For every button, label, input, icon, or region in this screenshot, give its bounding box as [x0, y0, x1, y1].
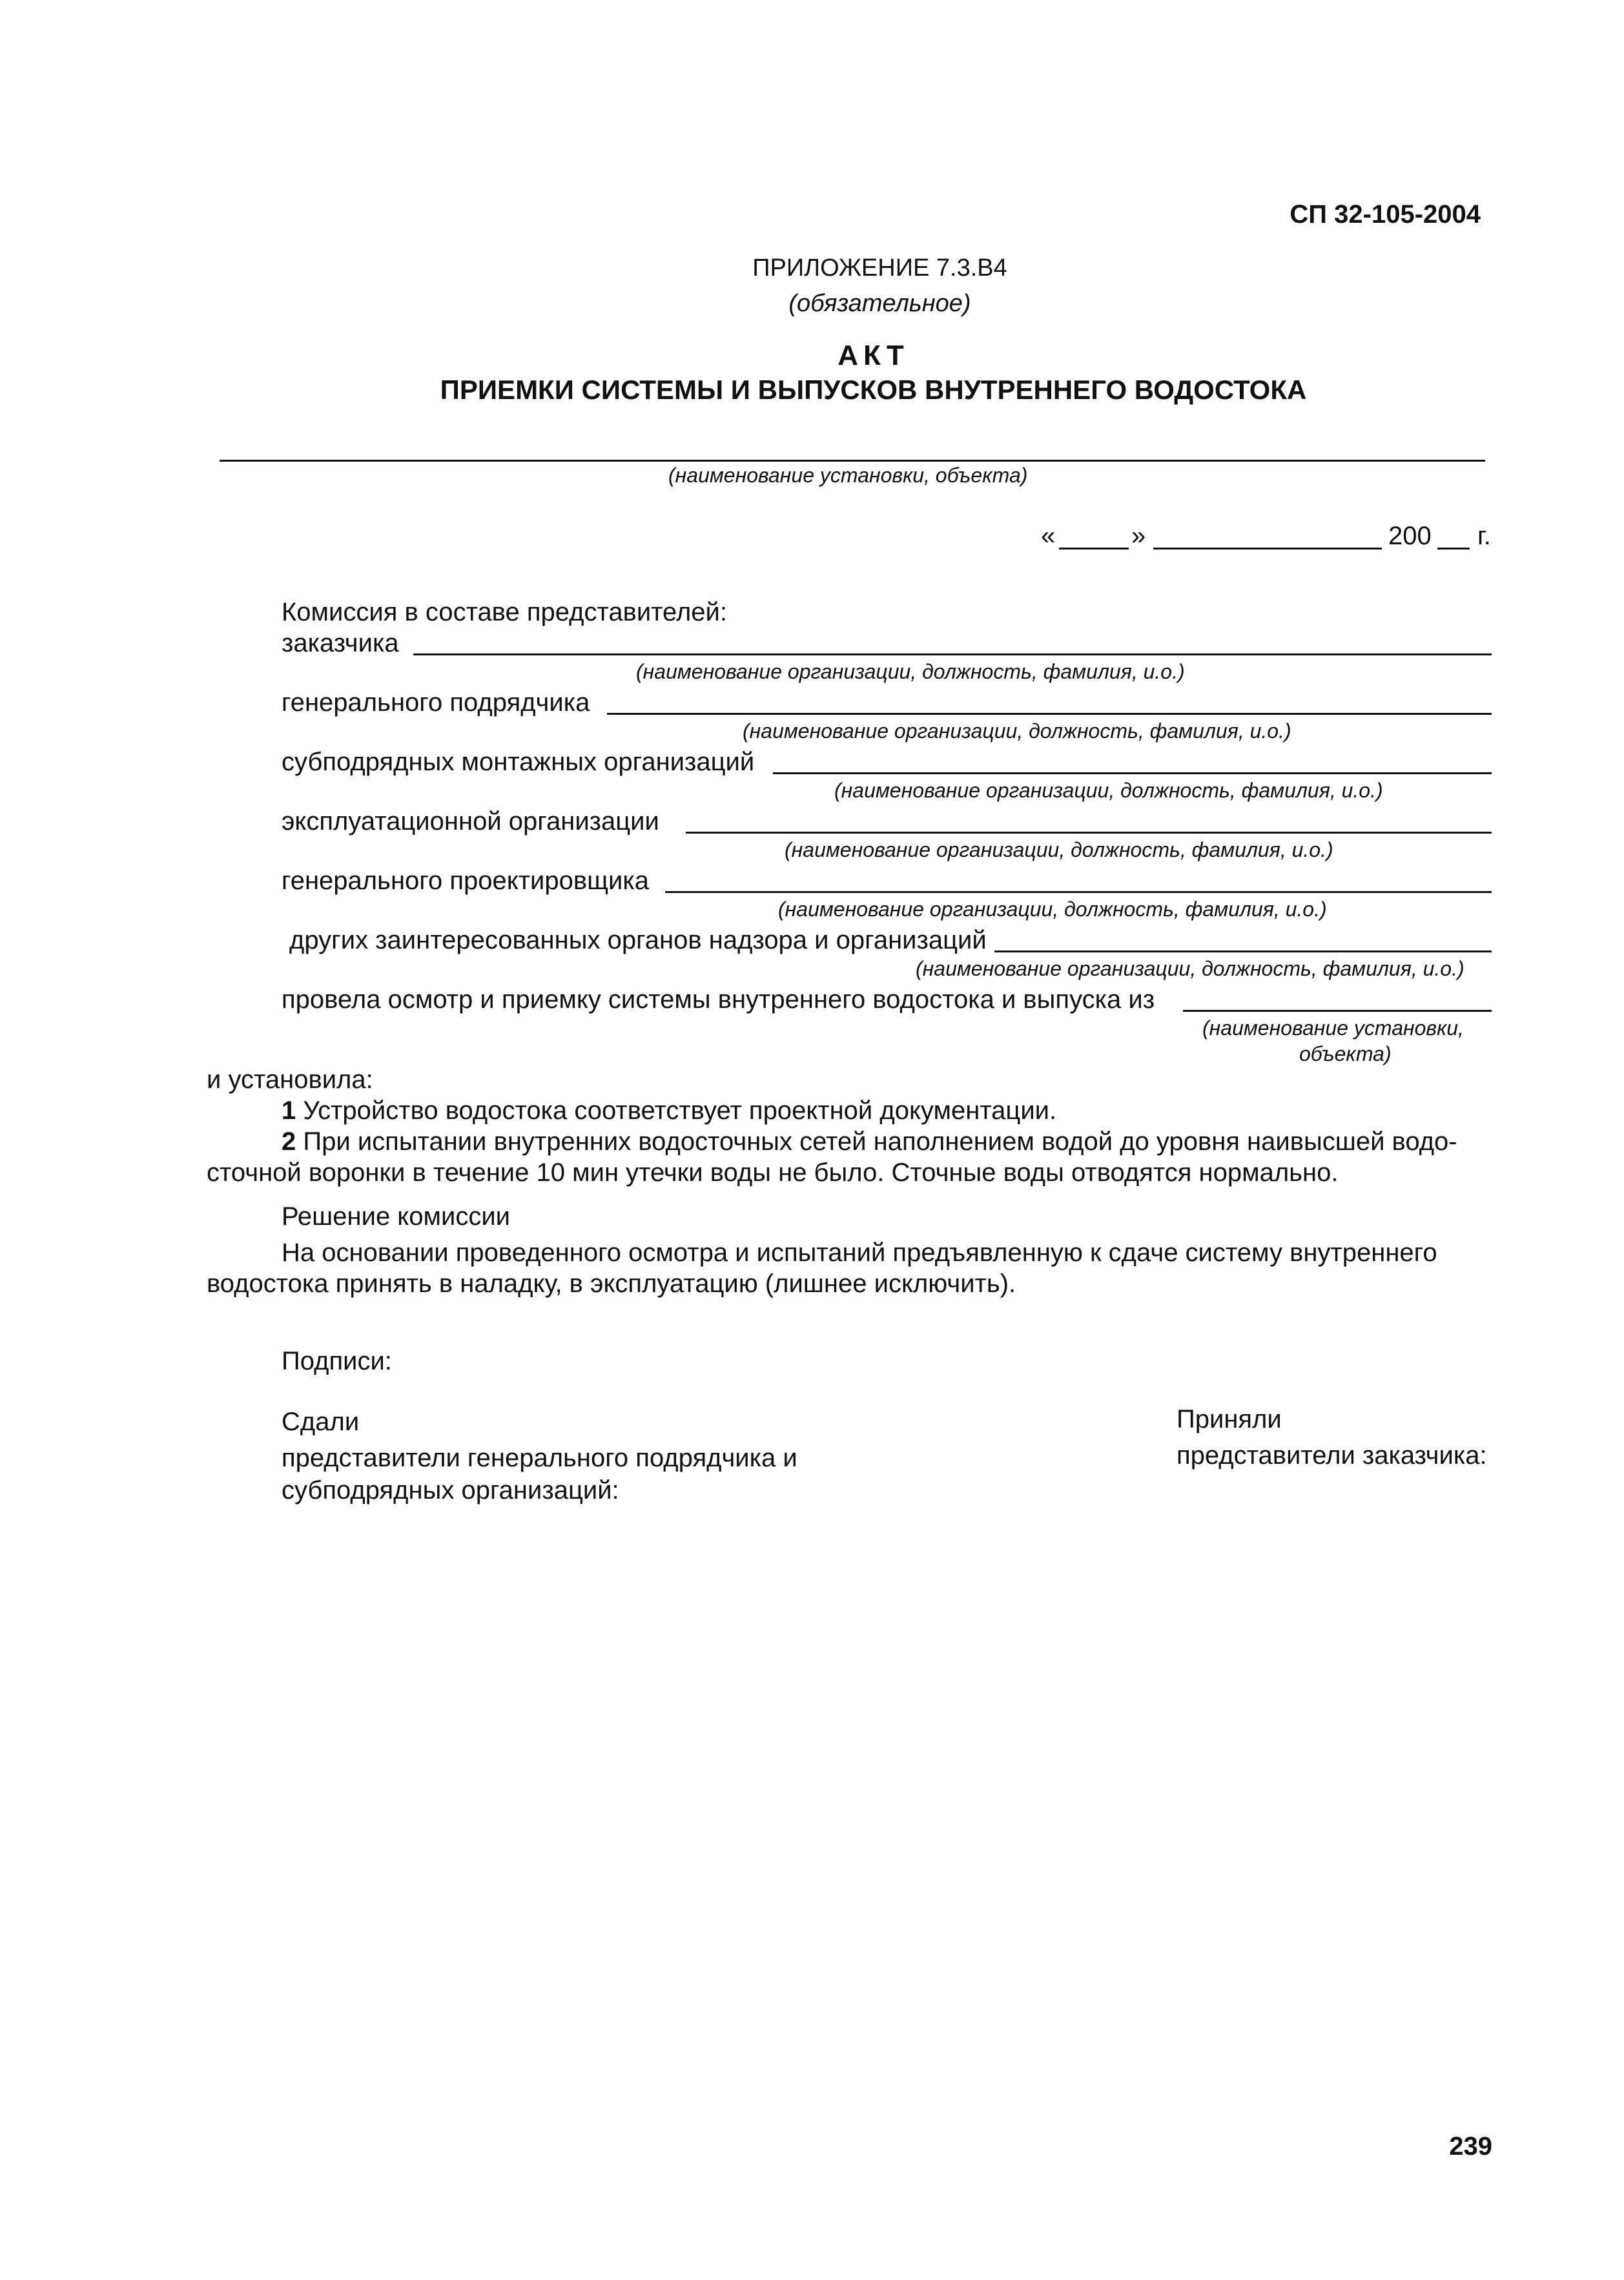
finding-item-1-number: 1: [282, 1096, 296, 1125]
member-other-bodies: других заинтересованных органов надзора и организаций: [289, 926, 987, 954]
finding-item-2: [282, 1127, 1457, 1156]
member-other-bodies-line: [994, 950, 1492, 952]
object-name-line: [220, 460, 1485, 462]
object-name-caption: (наименование установки, объекта): [668, 464, 1028, 487]
commission-intro: Комиссия в составе представителей:: [282, 598, 727, 626]
date-year-prefix: 200: [1388, 522, 1432, 550]
findings-intro: и установила:: [207, 1065, 373, 1094]
member-general-designer-line: [665, 891, 1492, 893]
document-code: СП 32-105-2004: [1290, 200, 1481, 229]
act-subject: ПРИЕМКИ СИСТЕМЫ И ВЫПУСКОВ ВНУТРЕННЕГО ВОДОСТОКА: [440, 375, 1307, 405]
finding-item-2-number: 2: [282, 1127, 296, 1156]
signatures-left-line-2: субподрядных организаций:: [282, 1476, 619, 1505]
decision-line-2: водостока принять в наладку, в эксплуатацию (лишнее исключить).: [207, 1269, 1016, 1298]
finding-item-1: [282, 1096, 1056, 1125]
signatures-right-head: Приняли: [1177, 1405, 1282, 1433]
member-other-bodies-caption: (наименование организации, должность, фамилия, и.о.): [916, 957, 1465, 980]
member-general-contractor: генерального подрядчика: [282, 688, 590, 717]
signatures-left-head: Сдали: [282, 1408, 360, 1436]
member-customer: заказчика: [282, 629, 399, 657]
member-general-designer: генерального проектировщика: [282, 867, 650, 895]
member-general-designer-caption: (наименование организации, должность, фамилия, и.о.): [778, 898, 1327, 921]
inspection-statement: провела осмотр и приемку системы внутреннего водостока и выпуска из: [282, 985, 1155, 1014]
appendix-type: (обязательное): [788, 290, 971, 317]
decision-line-1: На основании проведенного осмотра и испытаний предъявленную к сдаче систему внутреннего: [282, 1238, 1437, 1267]
member-general-contractor-caption: (наименование организации, должность, фамилия, и.о.): [743, 719, 1291, 743]
finding-item-2-line-2: сточной воронки в течение 10 мин утечки воды не было. Сточные воды отводятся нормально.: [207, 1158, 1339, 1187]
finding-item-2-line-1: При испытании внутренних водосточных сетей наполнением водой до уровня наивысшей водо-: [303, 1127, 1457, 1156]
finding-item-1-text: Устройство водостока соответствует проектной документации.: [303, 1096, 1057, 1125]
inspection-caption-2: объекта): [1299, 1042, 1392, 1065]
inspection-object-line: [1183, 1010, 1492, 1012]
date-open-quote: «: [1041, 522, 1056, 550]
member-operator: эксплуатационной организации: [282, 807, 659, 836]
act-heading: АКТ: [838, 340, 909, 371]
signatures-right-line-1: представители заказчика:: [1177, 1441, 1487, 1470]
member-operator-caption: (наименование организации, должность, фамилия, и.о.): [785, 838, 1333, 861]
date-year-suffix: г.: [1477, 522, 1491, 550]
member-general-contractor-line: [607, 713, 1492, 715]
date-day-blank: [1059, 548, 1129, 549]
member-subcontractors: субподрядных монтажных организаций: [282, 748, 755, 776]
page-number: 239: [1449, 2132, 1492, 2161]
member-operator-line: [686, 832, 1492, 834]
member-subcontractors-caption: (наименование организации, должность, фамилия, и.о.): [834, 779, 1383, 802]
date-year-blank: [1437, 548, 1470, 549]
member-customer-caption: (наименование организации, должность, фамилия, и.о.): [636, 660, 1185, 683]
signatures-left-line-1: представители генерального подрядчика и: [282, 1444, 797, 1472]
signatures-title: Подписи:: [282, 1347, 392, 1375]
date-close-quote: »: [1131, 522, 1146, 550]
date-month-blank: [1153, 548, 1382, 549]
member-subcontractors-line: [773, 772, 1492, 774]
decision-title: Решение комиссии: [282, 1202, 511, 1231]
member-customer-line: [413, 653, 1492, 655]
inspection-caption-1: (наименование установки,: [1202, 1016, 1464, 1040]
appendix-title: ПРИЛОЖЕНИЕ 7.3.В4: [752, 254, 1007, 282]
